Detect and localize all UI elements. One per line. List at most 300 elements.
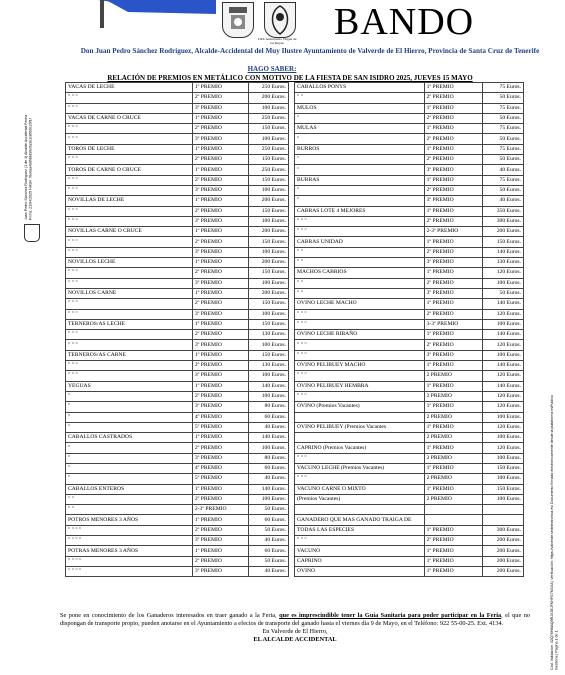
table-row xyxy=(66,371,289,381)
amount-cell: 150 Euros. xyxy=(249,299,289,309)
category-cell: " " " xyxy=(66,206,193,216)
table-row xyxy=(295,422,524,432)
amount-cell: 150 Euros. xyxy=(249,206,289,216)
amount-cell: 300 Euros. xyxy=(482,216,523,226)
table-row xyxy=(66,299,289,309)
table-row xyxy=(295,185,524,195)
table-row xyxy=(66,206,289,216)
prize-cell: 1º PREMIO xyxy=(424,299,482,309)
table-row xyxy=(295,463,524,473)
amount-cell: 40 Euros. xyxy=(482,196,523,206)
table-row xyxy=(295,443,524,453)
table-row xyxy=(66,556,289,566)
table-row xyxy=(66,505,289,515)
category-cell: " " xyxy=(295,247,425,257)
table-row xyxy=(66,433,289,443)
hago-saber: HAGO SABER: xyxy=(247,65,297,73)
amount-cell: 140 Euros. xyxy=(482,247,523,257)
table-row xyxy=(295,391,524,401)
table-row xyxy=(295,494,524,504)
prize-cell: 1º PREMIO xyxy=(192,546,248,556)
category-cell: " xyxy=(66,412,193,422)
amount-cell: 100 Euros. xyxy=(482,278,523,288)
table-row xyxy=(66,566,289,576)
category-cell: OVINO (Premios Vacantes) xyxy=(295,402,425,412)
table-row xyxy=(66,165,289,175)
table-row xyxy=(295,556,524,566)
amount-cell: 120 Euros. xyxy=(482,309,523,319)
prize-cell: 1º PREMIO xyxy=(192,484,248,494)
amount-cell: 100 Euros. xyxy=(249,134,289,144)
category-cell xyxy=(295,505,425,515)
category-cell: CABRAS UNIDAD xyxy=(295,237,425,247)
amount-cell: 75 Euros. xyxy=(482,175,523,185)
prize-cell: 2º PREMIO xyxy=(192,361,248,371)
prize-cell: 1º PREMIO xyxy=(424,422,482,432)
table-row xyxy=(66,134,289,144)
prize-cell: 1º PREMIO xyxy=(424,83,482,93)
prize-cell: 1º PREMIO xyxy=(424,402,482,412)
amount-cell: 100 Euros. xyxy=(249,494,289,504)
table-row xyxy=(295,247,524,257)
table-row xyxy=(66,216,289,226)
amount-cell: 140 Euros. xyxy=(249,484,289,494)
table-row xyxy=(66,515,289,525)
amount-cell: 50 Euros. xyxy=(482,288,523,298)
prize-cell: 3º PREMIO xyxy=(192,371,248,381)
amount-cell: 250 Euros. xyxy=(249,144,289,154)
prize-cell: 3º PREMIO xyxy=(192,216,248,226)
table-row xyxy=(295,216,524,226)
category-cell: " xyxy=(66,443,193,453)
table-row xyxy=(66,113,289,123)
amount-cell: 120 Euros. xyxy=(482,402,523,412)
category-cell: " " " xyxy=(295,309,425,319)
amount-cell: 50 Euros. xyxy=(482,155,523,165)
category-cell: POTROS MENORES 3 AÑOS xyxy=(66,515,193,525)
table-row xyxy=(295,237,524,247)
amount-cell: 200 Euros. xyxy=(482,536,523,546)
table-row xyxy=(295,134,524,144)
amount-cell: 60 Euros. xyxy=(249,515,289,525)
category-cell: " " " xyxy=(295,340,425,350)
amount-cell: 50 Euros. xyxy=(482,134,523,144)
amount-cell: 75 Euros. xyxy=(482,83,523,93)
table-row xyxy=(66,330,289,340)
prize-cell: 3º PREMIO xyxy=(424,196,482,206)
prize-cell: 1º PREMIO xyxy=(192,381,248,391)
category-cell: " xyxy=(295,196,425,206)
category-cell: " xyxy=(295,165,425,175)
prize-cell: 2º PREMIO xyxy=(424,185,482,195)
table-row xyxy=(295,309,524,319)
prize-table-left xyxy=(65,82,289,577)
amount-cell: 140 Euros. xyxy=(482,299,523,309)
amount-cell: 130 Euros. xyxy=(249,361,289,371)
prize-cell: 5º PREMIO xyxy=(192,422,248,432)
amount-cell: 80 Euros. xyxy=(249,453,289,463)
amount-cell: 350 Euros. xyxy=(482,206,523,216)
amount-cell: 150 Euros. xyxy=(482,237,523,247)
table-row xyxy=(66,185,289,195)
table-row xyxy=(66,83,289,93)
amount-cell: 250 Euros. xyxy=(249,83,289,93)
category-cell: " " " xyxy=(66,371,193,381)
category-cell: OVINO LECHE MACHO xyxy=(295,299,425,309)
prize-cell: 1º PREMIO xyxy=(424,175,482,185)
category-cell: " " " " xyxy=(66,566,193,576)
table-row xyxy=(66,525,289,535)
prize-cell: 3º PREMIO xyxy=(424,288,482,298)
category-cell: NOVILLOS LECHE xyxy=(66,258,193,268)
table-row xyxy=(295,474,524,484)
category-cell: " " " xyxy=(295,453,425,463)
amount-cell: 100 Euros. xyxy=(249,443,289,453)
category-cell: CABALLOS ENTEROS xyxy=(66,484,193,494)
prize-cell: 1º PREMIO xyxy=(192,113,248,123)
prize-cell: 2º PREMIO xyxy=(424,93,482,103)
amount-cell: 130 Euros. xyxy=(249,330,289,340)
prize-cell xyxy=(424,505,482,515)
category-cell: " " " xyxy=(66,93,193,103)
table-row xyxy=(66,536,289,546)
table-row xyxy=(66,453,289,463)
table-row xyxy=(295,288,524,298)
amount-cell: 250 Euros. xyxy=(249,113,289,123)
category-cell: TERNEROS/AS LECHE xyxy=(66,319,193,329)
amount-cell: 50 Euros. xyxy=(249,505,289,515)
virgin-reyes-logo xyxy=(264,2,296,38)
category-cell: " xyxy=(66,402,193,412)
prize-cell: 3º PREMIO xyxy=(192,566,248,576)
category-cell: " " " xyxy=(66,155,193,165)
amount-cell: 150 Euros. xyxy=(482,484,523,494)
signature-text: Juan Pedro Sánchez Rodríguez (1 de 1) Alcalde Accidental Fecha Firma: 21/04/2025 HASH: f0e6aa4b8fd8d30e5a3b1c85b9c29f1f xyxy=(24,114,33,220)
amount-cell: 200 Euros. xyxy=(249,227,289,237)
table-row xyxy=(295,546,524,556)
amount-cell: 200 Euros. xyxy=(249,93,289,103)
category-cell: " " xyxy=(295,278,425,288)
category-cell: " xyxy=(295,185,425,195)
category-cell: OVINO PELIBUEY HEMBRA xyxy=(295,381,425,391)
table-row xyxy=(66,144,289,154)
category-cell: " xyxy=(66,453,193,463)
prize-cell: 2º PREMIO xyxy=(424,309,482,319)
prize-cell: 2º PREMIO xyxy=(192,175,248,185)
table-row xyxy=(66,494,289,504)
table-row xyxy=(295,196,524,206)
amount-cell: 75 Euros. xyxy=(482,124,523,134)
category-cell: " " " xyxy=(66,247,193,257)
table-row xyxy=(295,330,524,340)
table-row xyxy=(66,319,289,329)
table-row xyxy=(66,237,289,247)
amount-cell: 100 Euros. xyxy=(249,247,289,257)
prize-cell: 2º PREMIO xyxy=(424,340,482,350)
prize-cell: 2º PREMIO xyxy=(192,206,248,216)
amount-cell: 200 Euros. xyxy=(249,258,289,268)
crest-caption: LXX Aniversario Virgen de los Reyes xyxy=(257,37,297,45)
flag xyxy=(98,0,216,28)
table-row xyxy=(295,525,524,535)
prize-cell: 2º PREMIO xyxy=(424,134,482,144)
amount-cell: 150 Euros. xyxy=(249,350,289,360)
prize-cell: 3º PREMIO xyxy=(424,350,482,360)
table-row xyxy=(295,268,524,278)
prize-cell: 2 PREMIO xyxy=(424,453,482,463)
category-cell: VACUNO LECHE (Premios Vacantes) xyxy=(295,463,425,473)
prize-cell: 2º PREMIO xyxy=(192,525,248,535)
table-row xyxy=(66,196,289,206)
amount-cell: 100 Euros. xyxy=(482,433,523,443)
table-row xyxy=(295,381,524,391)
category-cell: CAPRINO xyxy=(295,556,425,566)
amount-cell: 200 Euros. xyxy=(482,227,523,237)
prize-cell: 1º PREMIO xyxy=(424,525,482,535)
table-row xyxy=(295,350,524,360)
table-row xyxy=(295,155,524,165)
table-row xyxy=(295,536,524,546)
amount-cell: 100 Euros. xyxy=(482,474,523,484)
category-cell: TOROS DE LECHE xyxy=(66,144,193,154)
category-cell: " " xyxy=(295,288,425,298)
table-row xyxy=(66,484,289,494)
prize-cell: 1º PREMIO xyxy=(192,515,248,525)
amount-cell: 60 Euros. xyxy=(249,412,289,422)
amount-cell: 120 Euros. xyxy=(482,443,523,453)
category-cell: " " " xyxy=(66,361,193,371)
amount-cell: 140 Euros. xyxy=(249,433,289,443)
notice-emphasis: que es imprescindible tener la Guía Sanitaria para poder participar en la Feria xyxy=(279,612,502,619)
category-cell: " xyxy=(295,134,425,144)
table-row xyxy=(295,83,524,93)
category-cell: " " " xyxy=(66,299,193,309)
category-cell: " " " xyxy=(295,474,425,484)
amount-cell: 75 Euros. xyxy=(482,103,523,113)
amount-cell: 120 Euros. xyxy=(482,391,523,401)
prize-cell: 1º PREMIO xyxy=(192,165,248,175)
prize-cell: 1º PREMIO xyxy=(424,443,482,453)
amount-cell: 50 Euros. xyxy=(249,556,289,566)
prize-cell: 1º PREMIO xyxy=(192,258,248,268)
prize-cell: 2º PREMIO xyxy=(424,536,482,546)
table-row xyxy=(295,412,524,422)
amount-cell: 50 Euros. xyxy=(482,93,523,103)
category-cell: " " xyxy=(66,494,193,504)
notice-text-cont: , el que no dispongan de transporte propio, pueden anotarse en el Ayuntamiento a efectos de transporte del ganado hasta el viernes día 9 de Mayo, en el Teléfono: 922 55-00-25. Ext. 4134. xyxy=(60,612,530,627)
table-row xyxy=(66,391,289,401)
table-row xyxy=(295,113,524,123)
prize-cell: 1º PREMIO xyxy=(424,144,482,154)
category-cell: TOROS DE CARNE O CRUCE xyxy=(66,165,193,175)
amount-cell: 100 Euros. xyxy=(249,278,289,288)
category-cell: " " " xyxy=(66,268,193,278)
table-row xyxy=(295,103,524,113)
amount-cell: 50 Euros. xyxy=(249,525,289,535)
table-row xyxy=(295,144,524,154)
amount-cell: 100 Euros. xyxy=(249,371,289,381)
table-row xyxy=(295,165,524,175)
prize-cell: 4º PREMIO xyxy=(192,412,248,422)
prize-cell: 1º PREMIO xyxy=(424,463,482,473)
amount-cell: 150 Euros. xyxy=(249,237,289,247)
category-cell: " " xyxy=(66,505,193,515)
amount-cell: 140 Euros. xyxy=(482,361,523,371)
prize-cell: 1º PREMIO xyxy=(424,566,482,576)
category-cell: " " " xyxy=(66,216,193,226)
prize-cell: 2º PREMIO xyxy=(192,155,248,165)
prize-cell: 2 PREMIO xyxy=(424,474,482,484)
amount-cell: 80 Euros. xyxy=(249,402,289,412)
category-cell: VACAS DE LECHE xyxy=(66,83,193,93)
table-row xyxy=(66,422,289,432)
amount-cell: 100 Euros. xyxy=(482,412,523,422)
category-cell: NOVILLAS CARNE O CRUCE xyxy=(66,227,193,237)
table-row xyxy=(295,361,524,371)
category-cell: (Premios Vacantes) xyxy=(295,494,425,504)
category-cell: OVINO PELIBUEY MACHO xyxy=(295,361,425,371)
category-cell: CABALLOS PONYS xyxy=(295,83,425,93)
category-cell: " " " " xyxy=(66,536,193,546)
category-cell: " " " xyxy=(66,185,193,195)
prize-cell: 2º PREMIO xyxy=(192,443,248,453)
category-cell: " " xyxy=(295,93,425,103)
category-cell: " " " " xyxy=(66,556,193,566)
prize-cell: 2 PREMIO xyxy=(424,494,482,504)
category-cell: VACAS DE CARNE O CRUCE xyxy=(66,113,193,123)
prize-cell: 1º PREMIO xyxy=(192,319,248,329)
prize-cell: 1º PREMIO xyxy=(192,144,248,154)
table-row xyxy=(295,175,524,185)
table-row xyxy=(66,443,289,453)
prize-cell: 2º PREMIO xyxy=(424,278,482,288)
amount-cell: 40 Euros. xyxy=(249,422,289,432)
category-cell: " xyxy=(66,391,193,401)
category-cell: " " " xyxy=(66,175,193,185)
category-cell: " " " xyxy=(295,216,425,226)
prize-cell: 1º PREMIO xyxy=(424,268,482,278)
table-row xyxy=(295,206,524,216)
category-cell: " " " xyxy=(66,124,193,134)
amount-cell: 150 Euros. xyxy=(482,463,523,473)
table-row xyxy=(295,453,524,463)
prize-cell: 2 PREMIO xyxy=(424,371,482,381)
mini-crest-icon xyxy=(24,224,40,242)
amount-cell: 200 Euros. xyxy=(482,566,523,576)
amount-cell: 40 Euros. xyxy=(482,165,523,175)
category-cell: BURRAS xyxy=(295,175,425,185)
table-row xyxy=(295,93,524,103)
prize-cell: 2º PREMIO xyxy=(424,216,482,226)
table-row xyxy=(66,258,289,268)
category-cell: " " xyxy=(295,258,425,268)
prize-cell: 3º PREMIO xyxy=(192,247,248,257)
table-row xyxy=(295,319,524,329)
table-row xyxy=(66,350,289,360)
category-cell: " " " xyxy=(66,134,193,144)
amount-cell: 150 Euros. xyxy=(249,175,289,185)
municipal-crest-logo xyxy=(222,2,254,38)
category-cell: " " " xyxy=(66,278,193,288)
prize-cell: 2 PREMIO xyxy=(424,412,482,422)
prize-cell: 3-3º PREMIO xyxy=(424,319,482,329)
amount-cell xyxy=(482,515,523,525)
amount-cell: 150 Euros. xyxy=(249,268,289,278)
amount-cell: 100 Euros. xyxy=(249,309,289,319)
amount-cell: 250 Euros. xyxy=(249,165,289,175)
table-row xyxy=(295,566,524,576)
table-row xyxy=(66,546,289,556)
amount-cell: 100 Euros. xyxy=(249,391,289,401)
table-row xyxy=(66,463,289,473)
category-cell: " " " xyxy=(295,227,425,237)
category-cell: BURROS xyxy=(295,144,425,154)
prize-table-right xyxy=(294,82,524,577)
amount-cell: 120 Euros. xyxy=(482,340,523,350)
table-row xyxy=(295,515,524,525)
prize-cell: 2º PREMIO xyxy=(192,93,248,103)
amount-cell: 140 Euros. xyxy=(249,381,289,391)
table-row xyxy=(66,474,289,484)
category-cell xyxy=(295,433,425,443)
category-cell: POTRAS MENORES 3 AÑOS xyxy=(66,546,193,556)
table-row xyxy=(295,227,524,237)
prize-cell: 3º PREMIO xyxy=(192,185,248,195)
category-cell: GANADERO QUE MAS GANADO TRAIGA DE xyxy=(295,515,425,525)
prize-cell: 1º PREMIO xyxy=(424,237,482,247)
category-cell: " xyxy=(66,474,193,484)
amount-cell xyxy=(482,505,523,515)
prize-cell: 2º PREMIO xyxy=(192,556,248,566)
category-cell: OVINO xyxy=(295,566,425,576)
place-date: En Valverde de El Hierro, xyxy=(262,628,328,635)
category-cell: VACUNO xyxy=(295,546,425,556)
prize-cell: 1º PREMIO xyxy=(424,556,482,566)
prize-cell: 1º PREMIO xyxy=(192,288,248,298)
amount-cell: 300 Euros. xyxy=(482,525,523,535)
category-cell: " " " xyxy=(66,330,193,340)
table-row xyxy=(66,402,289,412)
prize-cell: 2 PREMIO xyxy=(424,433,482,443)
prize-cell: 5º PREMIO xyxy=(192,474,248,484)
table-row xyxy=(66,340,289,350)
amount-cell: 100 Euros. xyxy=(482,453,523,463)
table-row xyxy=(66,309,289,319)
prize-cell: 3º PREMIO xyxy=(424,258,482,268)
prize-cell: 1º PREMIO xyxy=(424,546,482,556)
table-row xyxy=(295,299,524,309)
category-cell: " " " xyxy=(66,237,193,247)
prize-cell: 3º PREMIO xyxy=(192,453,248,463)
category-cell: CABALLOS CASTRADOS xyxy=(66,433,193,443)
prize-cell xyxy=(424,515,482,525)
prize-cell: 2º PREMIO xyxy=(424,155,482,165)
table-row xyxy=(66,247,289,257)
table-row xyxy=(66,288,289,298)
category-cell: TERNEROS/AS CARNE xyxy=(66,350,193,360)
prize-cell: 2º PREMIO xyxy=(192,237,248,247)
table-row xyxy=(295,124,524,134)
category-cell: " " " xyxy=(66,309,193,319)
amount-cell: 40 Euros. xyxy=(249,536,289,546)
category-cell: " " " xyxy=(66,340,193,350)
table-row xyxy=(295,402,524,412)
table-row xyxy=(66,412,289,422)
category-cell: " xyxy=(66,463,193,473)
category-cell: " xyxy=(66,422,193,432)
amount-cell: 100 Euros. xyxy=(482,350,523,360)
prize-cell: 3º PREMIO xyxy=(192,103,248,113)
